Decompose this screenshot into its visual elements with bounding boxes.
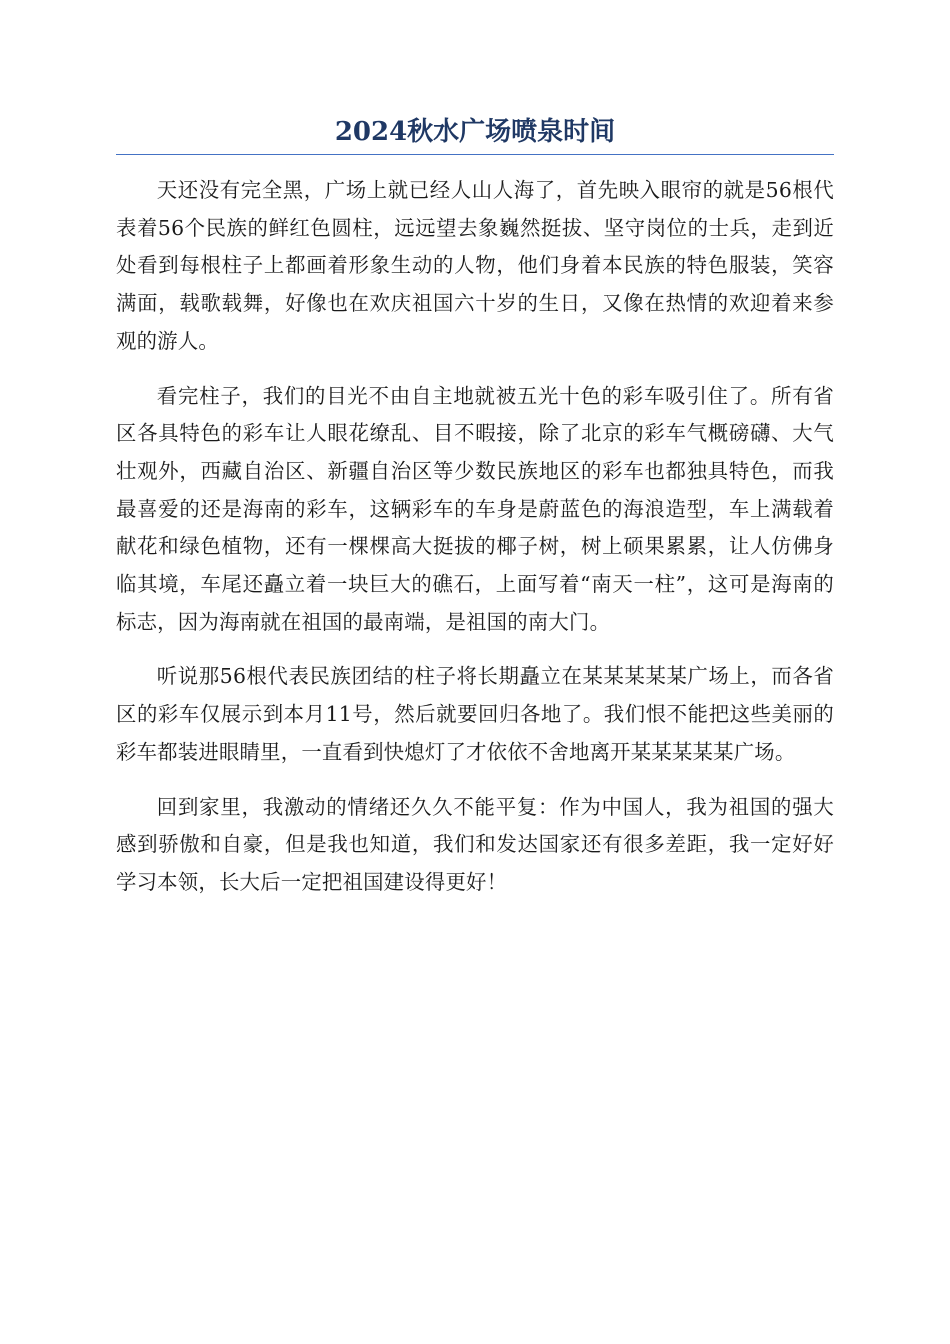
- page-title: 2024秋水广场喷泉时间: [116, 112, 834, 155]
- paragraph-4: 回到家里，我激动的情绪还久久不能平复：作为中国人，我为祖国的强大感到骄傲和自豪，但是我也知道，我们和发达国家还有很多差距，我一定好好学习本领，长大后一定把祖国建设得更好！: [116, 794, 834, 894]
- paragraph-2: 看完柱子，我们的目光不由自主地就被五光十色的彩车吸引住了。所有省区各具特色的彩车让人眼花缭乱、目不暇接，除了北京的彩车气概磅礴、大气壮观外，西藏自治区、新疆自治区等少数民族地区的彩车也都独具特色，而我最喜爱的还是海南的彩车，这辆彩车的车身是蔚蓝色的海浪造型，车上满载着献花和绿色植物，还有一棵棵高大挺拔的椰子树，树上硕果累累，让人仿佛身临其境，车尾还矗立着一块巨大的礁石，上面写着“南天一柱”，这可是海南的标志，因为海南就在祖国的最南端，是祖国的南大门。: [116, 383, 834, 634]
- document-page: [116, 112, 834, 919]
- paragraph-1: 天还没有完全黑，广场上就已经人山人海了，首先映入眼帘的就是56根代表着56个民族的鲜红色圆柱，远远望去象巍然挺拔、坚守岗位的士兵，走到近处看到每根柱子上都画着形象生动的人物，他们身着本民族的特色服装，笑容满面，载歌载舞，好像也在欢庆祖国六十岁的生日，又像在热情的欢迎着来参观的游人。: [116, 178, 834, 353]
- paragraph-3: 听说那56根代表民族团结的柱子将长期矗立在某某某某某广场上，而各省区的彩车仅展示到本月11号，然后就要回归各地了。我们恨不能把这些美丽的彩车都装进眼睛里，一直看到快熄灯了才依依不舍地离开某某某某某广场。: [116, 664, 834, 764]
